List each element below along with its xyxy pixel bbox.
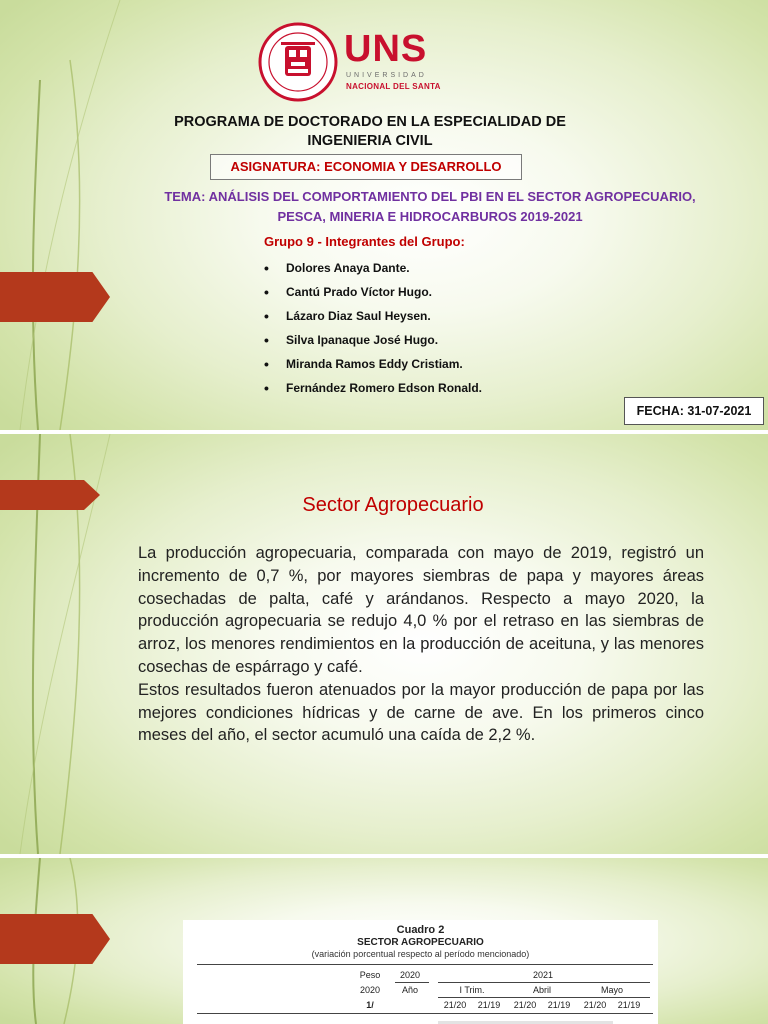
header-period: 21/19 (477, 1000, 501, 1010)
section-title: Sector Agropecuario (302, 494, 484, 516)
topic-line-1: TEMA: ANÁLISIS DEL COMPORTAMIENTO DEL PBI EN EL SECTOR AGROPECUARIO, (164, 189, 696, 204)
table-rule (438, 997, 650, 998)
header-trim: I Trim. (459, 985, 485, 995)
paragraph-2: Estos resultados fueron atenuados por la mayor producción de papa por las mejores condiciones hídricas y de carne de ave. En los primeros cinco meses del año, el sector acumuló una caída de 2,2 %. (138, 680, 704, 745)
member-item (258, 354, 482, 378)
logo-subtitle-1: UNIVERSIDAD (346, 72, 427, 79)
logo-brand: UNS (344, 28, 428, 70)
table-subtitle: SECTOR AGROPECUARIO (357, 937, 484, 948)
title-slide (0, 0, 768, 430)
member-name: Cantú Prado Víctor Hugo. (286, 285, 433, 299)
header-period: 21/19 (617, 1000, 641, 1010)
subject-box: ASIGNATURA: ECONOMIA Y DESARROLLO (210, 154, 522, 180)
header-abril: Abril (532, 985, 551, 995)
uns-logo (258, 22, 448, 102)
table-rule (197, 1013, 653, 1014)
program-title-line-2: INGENIERIA CIVIL (307, 133, 433, 149)
header-2020: 2020 (399, 970, 421, 980)
member-list (258, 258, 482, 402)
header-footnote: 1/ (366, 1000, 374, 1010)
decorative-arrow-tab (0, 272, 110, 322)
member-name: Miranda Ramos Eddy Cristiam. (286, 357, 463, 371)
header-2021: 2021 (532, 970, 554, 980)
university-seal-icon (258, 22, 338, 102)
member-item (258, 306, 482, 330)
bullet-icon: • (264, 284, 269, 300)
table-rule (197, 964, 653, 965)
member-item (258, 330, 482, 354)
header-peso-year: 2020 (359, 985, 381, 995)
paragraph-1: La producción agropecuaria, comparada con mayo de 2019, registró un incremento de 0,7 %, por mayores siembras de papa y mayores áreas cosechadas de palta, café y arándanos. Respecto a mayo 2020, la producción agropecuaria se redujo 4,0 % por el retraso en las siembras de arroz, los menores rendimientos en la producción de aceituna, y las menores cosechas de espárrago y café. (138, 544, 704, 676)
header-period: 21/20 (513, 1000, 537, 1010)
logo-subtitle-2: NACIONAL DEL SANTA (346, 82, 441, 91)
bullet-icon: • (264, 332, 269, 348)
topic-title (140, 187, 720, 227)
section-body (138, 542, 704, 747)
header-peso: Peso (359, 970, 381, 980)
header-period: 21/19 (547, 1000, 571, 1010)
agro-sector-slide (0, 434, 768, 854)
date-box: FECHA: 31-07-2021 (624, 397, 764, 425)
program-title-line-1: PROGRAMA DE DOCTORADO EN LA ESPECIALIDAD DE (174, 114, 566, 130)
member-name: Lázaro Diaz Saul Heysen. (286, 309, 431, 323)
header-period: 21/20 (583, 1000, 607, 1010)
table-note: (variación porcentual respecto al período mencionado) (311, 949, 530, 959)
header-mayo: Mayo (600, 985, 623, 995)
program-title (150, 113, 590, 151)
bullet-icon: • (264, 380, 269, 396)
member-name: Dolores Anaya Dante. (286, 261, 410, 275)
header-anio: Año (401, 985, 418, 995)
table-rule (395, 982, 429, 983)
member-name: Silva Ipanaque José Hugo. (286, 333, 439, 347)
member-item (258, 378, 482, 402)
table-rule (438, 982, 650, 983)
bullet-icon: • (264, 356, 269, 372)
header-period: 21/20 (443, 1000, 467, 1010)
bullet-icon: • (264, 308, 269, 324)
group-title: Grupo 9 - Integrantes del Grupo: (264, 234, 465, 249)
member-name: Fernández Romero Edson Ronald. (286, 381, 483, 395)
topic-line-2: PESCA, MINERIA E HIDROCARBUROS 2019-2021 (277, 209, 583, 224)
member-item (258, 282, 482, 306)
member-item (258, 258, 482, 282)
table-slide (0, 858, 768, 1024)
bullet-icon: • (264, 260, 269, 276)
cuadro-2-table (183, 920, 658, 1024)
table-title: Cuadro 2 (396, 924, 445, 936)
decorative-arrow-tab (0, 914, 110, 964)
